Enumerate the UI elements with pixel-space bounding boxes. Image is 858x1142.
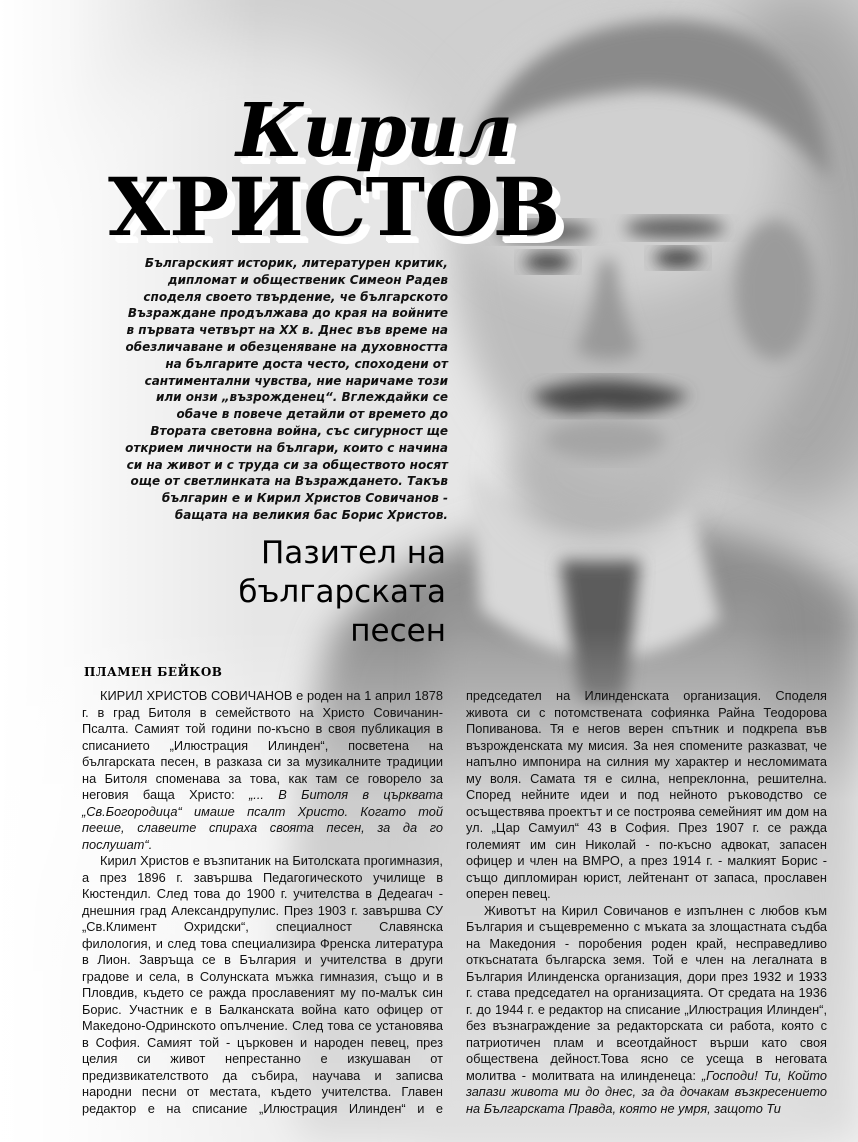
body-paragraph [82, 688, 443, 853]
body-text: Животът на Кирил Совичанов е изпълнен с любов към България и същевременно с мъката за злощастната съдба на Македония - поробения роден край, несправедливо откъснатата българска земя. Той е член на легалната в България Илинденска организация, дори през 1932 и 1933 г. става председател на организацията. От средата на 1936 г. до 1944 г. е редактор на списание „Илюстрация Илинден“, без възнаграждение за редакторската си работа, която с патриотичен плам и всеотдайност върши като своя обществена дейност.Това ясно се усеща в неговата молитва - молитвата на илинденеца: [466, 902, 827, 1083]
quote-text: „... В Битоля в църквата „Св.Богородица“ имаше псалт Христо. Когато той пееше, славеите спираха своята песен, за да го послушат“. [82, 787, 443, 852]
author-byline: ПЛАМЕН БЕЙКОВ [84, 665, 223, 679]
body-paragraph: Кирил Христов е възпитаник на Битолската прогимназия, а през 1896 г. завършва Педагогическото училище в Кюстендил. След това до 1900 г. учителства в Дедеагач - днешния град Александрупулис. През 1903 г. завършва СУ „Св.Климент Охридски“, специалност Славянска филология, и след това специализира Френска литература в Лион. Завръща се в България и учителства в други градове и села, в Солунската мъжка гимназия, също и в Пловдив, където се ражда прославеният му по-малък син Борис. Участник е в Балканската война като офицер от Македоно-Одринското опълчение. След това се установява в София. Самият той - църковен и народен певец, през целия си живот непрестанно е изкушаван от предизвикателството да събира, научава и записва народни песни от местата, където учителства. Главен редактор е на списание „Илюстрация Илинден“ и е председател на Илинденската организация. Споделя живота си с потомствената софиянка Райна Теодорова Попиванова. Тя е негов верен спътник и подкрепа във възрожденската му мисия. За нея спомените разказват, че напълно импонира на силния му характер и несломимата му воля. Самата тя е силна, непреклонна, решителна. Според нейните идеи и под нейното ръководство се осъществява проектът и се построява семейният им дом на ул. „Цар Самуил“ 43 в София. През 1907 г. се ражда големият им син Николай - по-късно адвокат, запасен офицер и член на ВМРО, а през 1914 г. - малкият Борис - също дипломиран юрист, лейтенант от запаса, прославен оперен певец. [82, 688, 827, 1116]
article-subtitle: Пазител на българската песен [238, 535, 446, 649]
article-title-last-name: ХРИСТОВ [108, 160, 560, 254]
article-title-first-name: Кирил [236, 88, 512, 174]
article-body [82, 688, 827, 1128]
body-text: КИРИЛ ХРИСТОВ СОВИЧАНОВ е роден на 1 април 1878 г. в град Битоля в семейството на Христо Совичанин-Псалта. Самият той години по-късно в своя публикация в списанието „Илюстрация Илинден“, посветена на българската песен, в разказа си за музикалните традиции на Битоля споменава за това, как там се говорело за неговия баща Христо: [82, 688, 443, 802]
body-paragraph [466, 903, 827, 1118]
lead-paragraph: Българският историк, литературен критик, дипломат и общественик Симеон Радев споделя своето твърдение, че българското Възраждане продължава до края на войните в първата четвърт на XX в. Днес във време на обезличаване и обезценяване на духовността на българите доста често, споходени от сантиментални чувства, ние наричаме този или онзи „възрожденец“. Вглеждайки се обаче в повече детайли от времето до Втората световна война, със сигурност ще открием личности на българи, които с начина си на живот и с труда си за обществото носят още от светлинката на Възраждането. Такъв българин е и Кирил Христов Совичанов - бащата на великия бас Борис Христов. [125, 256, 448, 522]
quote-text: „Господи! Ти, Който запази живота ми до днес, за да дочакам възкресението на Българската Правда, която не умря, защото Ти [466, 1067, 828, 1116]
